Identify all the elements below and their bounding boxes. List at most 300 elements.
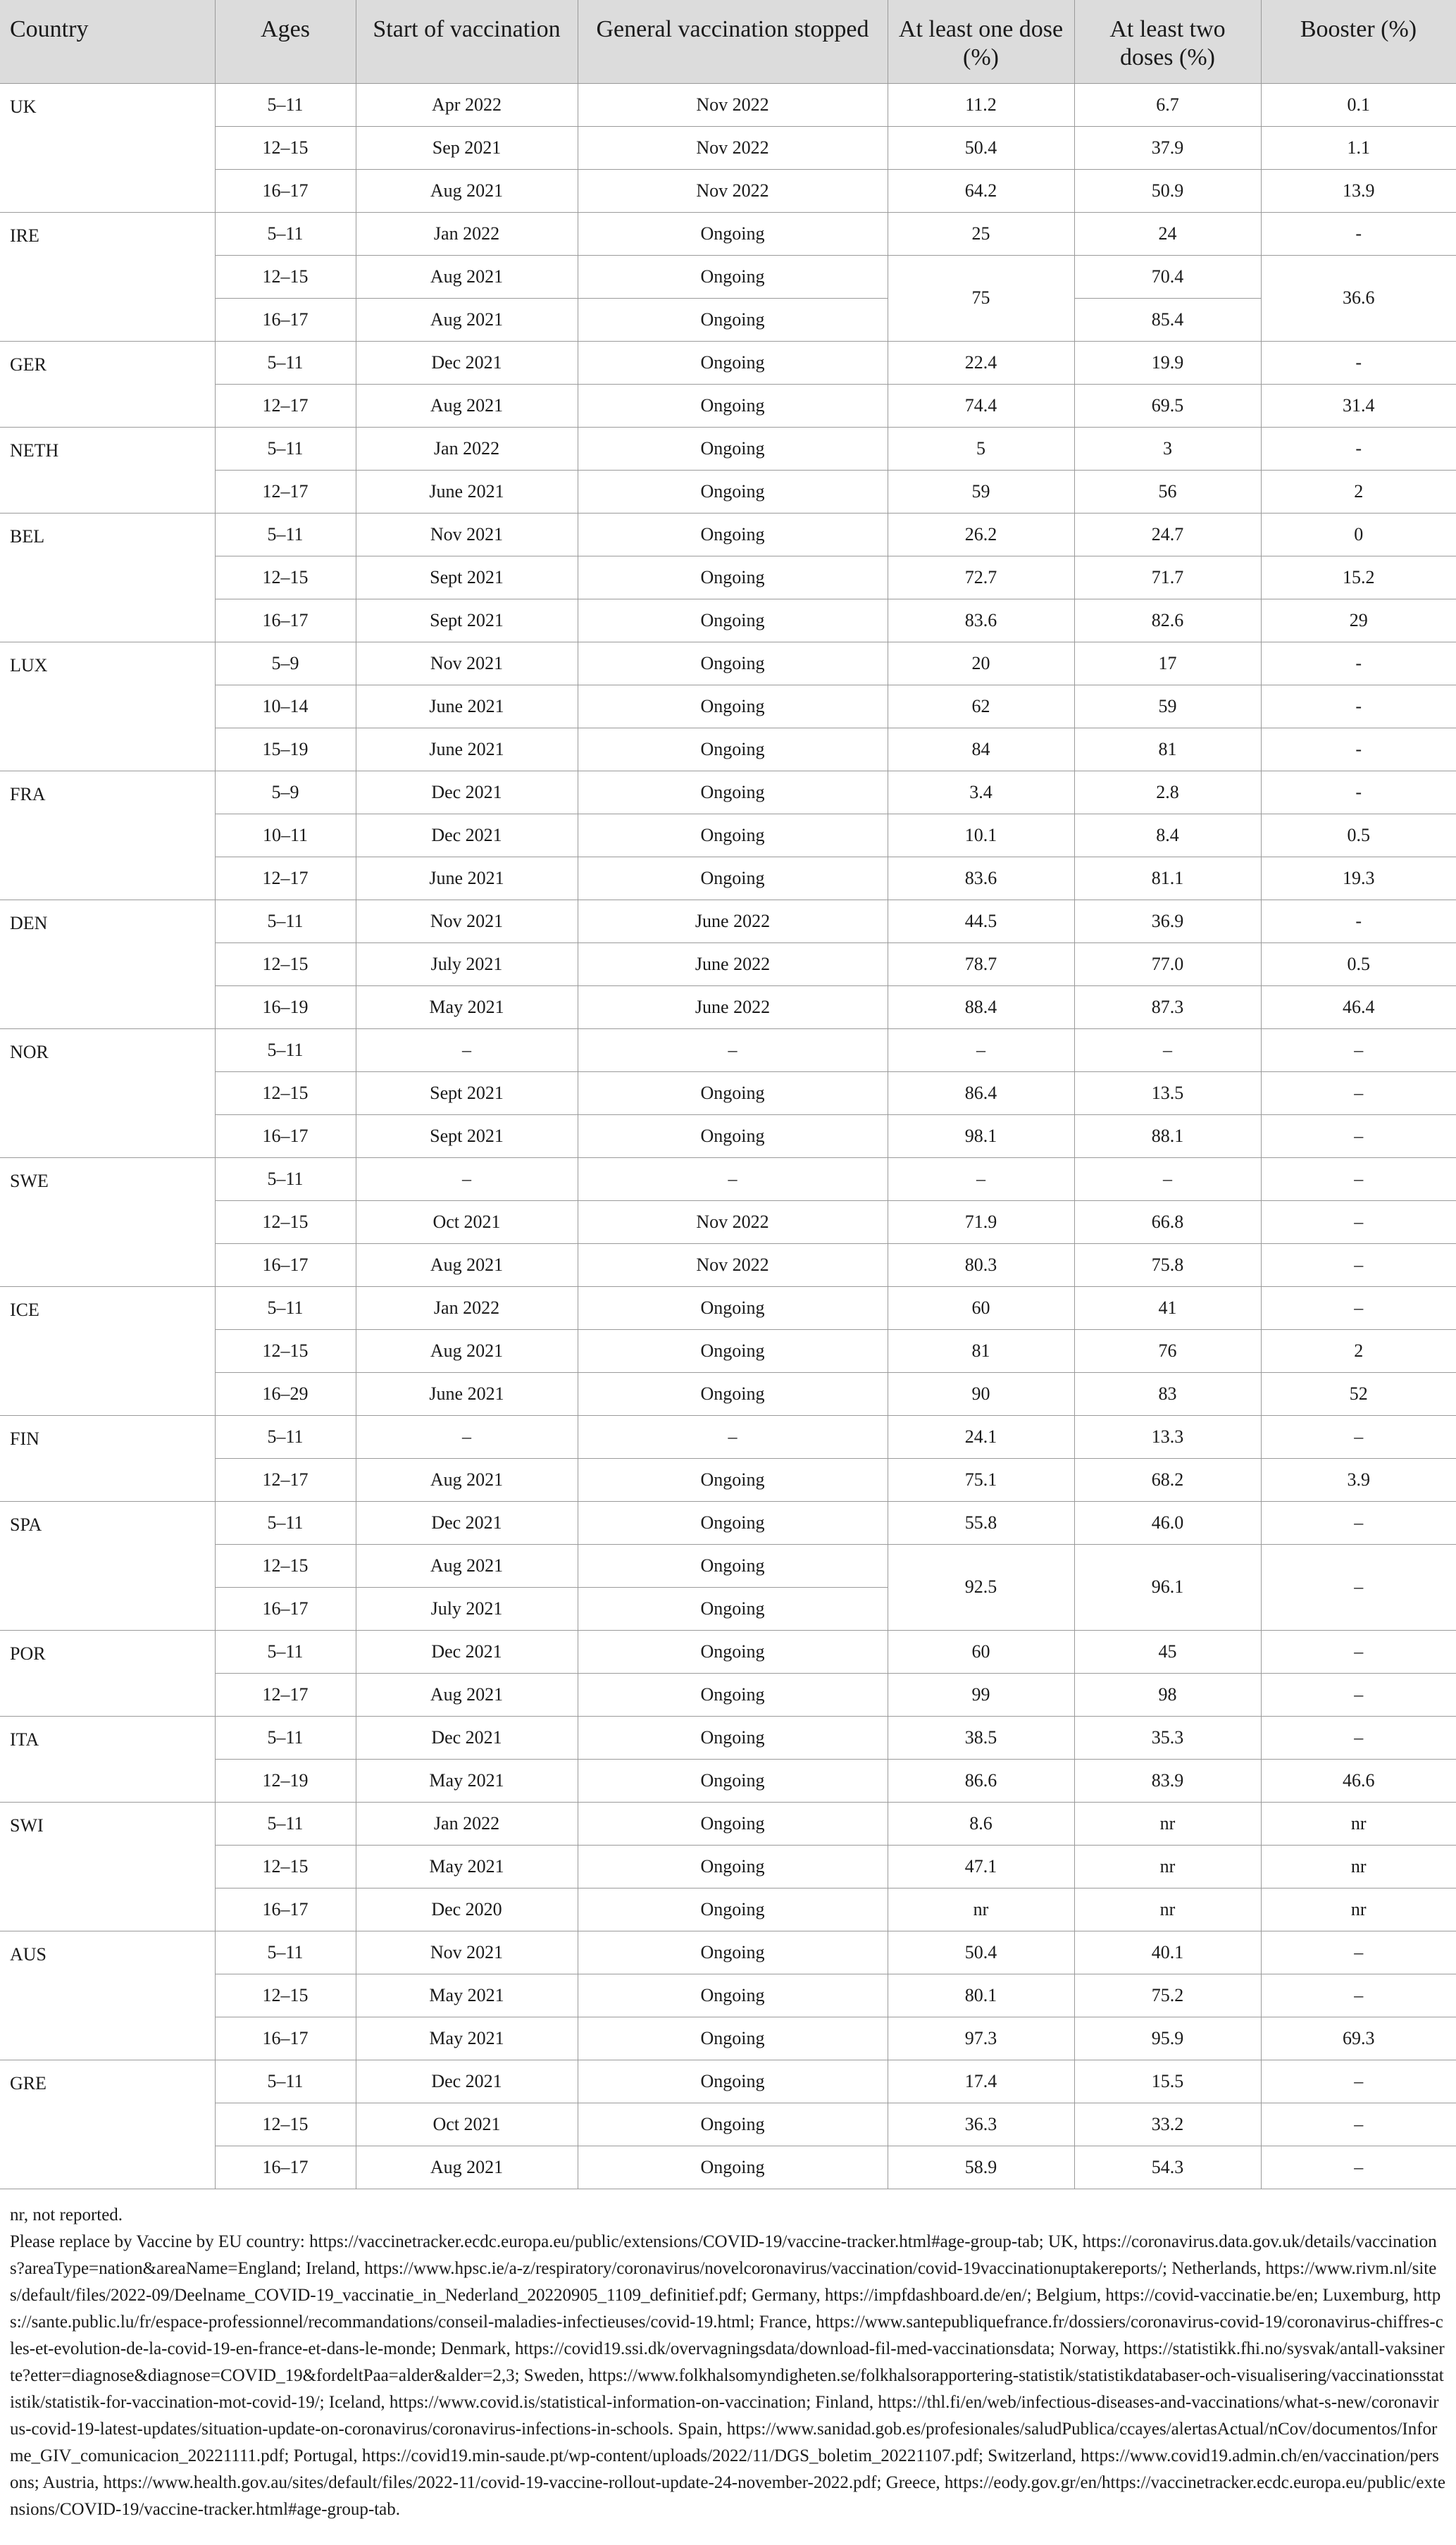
table-row — [0, 1286, 1456, 1329]
one-dose-cell: 20 — [888, 642, 1074, 685]
start-cell: Aug 2021 — [356, 1458, 578, 1501]
ages-cell: 10–14 — [215, 685, 356, 728]
ages-cell: 5–11 — [215, 1157, 356, 1200]
ages-cell: 16–19 — [215, 985, 356, 1028]
start-cell: May 2021 — [356, 985, 578, 1028]
one-dose-cell: 84 — [888, 728, 1074, 771]
table-row — [0, 1716, 1456, 1759]
ages-cell: 5–9 — [215, 642, 356, 685]
booster-cell: 0.1 — [1261, 83, 1456, 126]
one-dose-cell: 81 — [888, 1329, 1074, 1372]
one-dose-cell: 47.1 — [888, 1845, 1074, 1888]
booster-cell: 29 — [1261, 599, 1456, 642]
stopped-cell: Nov 2022 — [578, 126, 888, 169]
start-cell: June 2021 — [356, 857, 578, 900]
ages-cell: 16–29 — [215, 1372, 356, 1415]
two-doses-cell: 24 — [1074, 212, 1261, 255]
start-cell: June 2021 — [356, 685, 578, 728]
booster-cell: 0.5 — [1261, 942, 1456, 985]
start-cell: Jan 2022 — [356, 1286, 578, 1329]
booster-cell: 15.2 — [1261, 556, 1456, 599]
ages-cell: 12–15 — [215, 126, 356, 169]
start-cell: Nov 2021 — [356, 642, 578, 685]
ages-cell: 5–11 — [215, 1931, 356, 1974]
two-doses-cell: 35.3 — [1074, 1716, 1261, 1759]
stopped-cell: Ongoing — [578, 1888, 888, 1931]
ages-cell: 5–11 — [215, 1630, 356, 1673]
one-dose-cell: 80.1 — [888, 1974, 1074, 2017]
start-cell: – — [356, 1415, 578, 1458]
table-row — [0, 771, 1456, 814]
start-cell: Aug 2021 — [356, 384, 578, 427]
two-doses-cell: 6.7 — [1074, 83, 1261, 126]
ages-cell: 12–15 — [215, 255, 356, 298]
two-doses-cell: 70.4 — [1074, 255, 1261, 298]
one-dose-cell: 62 — [888, 685, 1074, 728]
start-cell: Sept 2021 — [356, 1071, 578, 1114]
two-doses-cell: 46.0 — [1074, 1501, 1261, 1544]
booster-cell: – — [1261, 2146, 1456, 2189]
one-dose-cell: 8.6 — [888, 1802, 1074, 1845]
country-cell: FIN — [0, 1415, 215, 1501]
one-dose-cell: 36.3 — [888, 2103, 1074, 2146]
two-doses-cell: 19.9 — [1074, 341, 1261, 384]
one-dose-cell: 59 — [888, 470, 1074, 513]
stopped-cell: June 2022 — [578, 900, 888, 942]
one-dose-cell: 90 — [888, 1372, 1074, 1415]
footnote-sources: Please replace by Vaccine by EU country: https://vaccinetracker.ecdc.europa.eu/public/extensions/COVID-19/vaccine-tracker.html#age-group-tab; UK, https://coronavirus.data.gov.uk/details/vaccinations?areaType=nation&areaName=England; Ireland, https://www.hpsc.ie/a-z/respiratory/coronavirus/novelcoronavirus/vaccination/covid-19vaccinationuptakereports/; Netherlands, https://www.rivm.nl/sites/default/files/2022-09/Deelname_COVID-19_vaccinatie_in_Nederland_20220905_1109_definitief.pdf; Germany, https://impfdashboard.de/en/; Belgium, https://covid-vaccinatie.be/en; Luxemburg, https://sante.public.lu/fr/espace-professionnel/recommandations/conseil-maladies-infectieuses/covid-19.html; France, https://www.santepubliquefrance.fr/dossiers/coronavirus-covid-19/coronavirus-chiffres-cles-et-evolution-de-la-covid-19-en-france-et-dans-le-monde; Denmark, https://covid19.ssi.dk/overvagningsdata/download-fil-med-vaccinationsdata; Norway, https://statistikk.fhi.no/sysvak/antall-vaksinerte?etter=diagnose&diagnose=COVID_19&fordeltPaa=alder&alder=2,3; Sweden, https://www.folkhalsomyndigheten.se/folkhalsorapportering-statistik/statistikdatabaser-och-visualisering/vaccinationsstatistik/statistik-for-vaccination-mot-covid-19/; Iceland, https://www.covid.is/statistical-information-on-vaccination; Finland, https://thl.fi/en/web/infectious-diseases-and-vaccinations/what-s-new/coronavirus-covid-19-latest-updates/situation-update-on-coronavirus/coronavirus-infections-in-schools. Spain, https://www.sanidad.gob.es/profesionales/saludPublica/ccayes/alertasActual/nCov/documentos/Informe_GIV_comunicacion_20221111.pdf; Portugal, https://covid19.min-saude.pt/wp-content/uploads/2022/11/DGS_boletim_20221107.pdf; Switzerland, https://www.covid19.admin.ch/en/vaccination/persons; Austria, https://www.health.gov.au/sites/default/files/2022-11/covid-19-vaccine-rollout-update-24-november-2022.pdf; Greece, https://eody.gov.gr/en/https://vaccinetracker.ecdc.europa.eu/public/extensions/COVID-19/vaccine-tracker.html#age-group-tab. — [10, 2232, 1446, 2519]
booster-cell: 69.3 — [1261, 2017, 1456, 2060]
booster-cell: 2 — [1261, 1329, 1456, 1372]
table-row — [0, 298, 1456, 341]
start-cell: Sept 2021 — [356, 599, 578, 642]
country-cell: SWI — [0, 1802, 215, 1931]
two-doses-cell: 13.3 — [1074, 1415, 1261, 1458]
stopped-cell: Ongoing — [578, 1759, 888, 1802]
country-cell: LUX — [0, 642, 215, 771]
two-doses-cell: 45 — [1074, 1630, 1261, 1673]
booster-cell: - — [1261, 728, 1456, 771]
booster-cell: 0.5 — [1261, 814, 1456, 857]
one-dose-cell: 55.8 — [888, 1501, 1074, 1544]
one-dose-cell: – — [888, 1157, 1074, 1200]
one-dose-cell: 78.7 — [888, 942, 1074, 985]
one-dose-cell: 83.6 — [888, 599, 1074, 642]
start-cell: – — [356, 1028, 578, 1071]
two-doses-cell: 85.4 — [1074, 298, 1261, 341]
stopped-cell: June 2022 — [578, 985, 888, 1028]
table-row — [0, 2103, 1456, 2146]
two-doses-cell: 56 — [1074, 470, 1261, 513]
two-doses-cell: 83.9 — [1074, 1759, 1261, 1802]
one-dose-cell: 71.9 — [888, 1200, 1074, 1243]
booster-cell: – — [1261, 1630, 1456, 1673]
stopped-cell: Nov 2022 — [578, 169, 888, 212]
start-cell: Sept 2021 — [356, 556, 578, 599]
two-doses-cell: 81.1 — [1074, 857, 1261, 900]
two-doses-cell: 71.7 — [1074, 556, 1261, 599]
table-row — [0, 83, 1456, 126]
country-cell: ICE — [0, 1286, 215, 1415]
ages-cell: 5–11 — [215, 1716, 356, 1759]
ages-cell: 5–11 — [215, 212, 356, 255]
one-dose-cell: 98.1 — [888, 1114, 1074, 1157]
two-doses-cell: 82.6 — [1074, 599, 1261, 642]
two-doses-cell: 50.9 — [1074, 169, 1261, 212]
booster-cell: – — [1261, 1286, 1456, 1329]
start-cell: Aug 2021 — [356, 1243, 578, 1286]
ages-cell: 5–11 — [215, 1286, 356, 1329]
two-doses-cell: 2.8 — [1074, 771, 1261, 814]
booster-cell: – — [1261, 1157, 1456, 1200]
booster-cell: – — [1261, 1716, 1456, 1759]
ages-cell: 12–15 — [215, 556, 356, 599]
table-row — [0, 814, 1456, 857]
start-cell: May 2021 — [356, 2017, 578, 2060]
country-cell: GRE — [0, 2060, 215, 2189]
table-body — [0, 83, 1456, 2189]
table-row — [0, 900, 1456, 942]
footnote-nr: nr, not reported. — [10, 2205, 123, 2224]
one-dose-cell: 83.6 — [888, 857, 1074, 900]
table-row — [0, 1501, 1456, 1544]
two-doses-cell: 66.8 — [1074, 1200, 1261, 1243]
booster-cell: nr — [1261, 1802, 1456, 1845]
country-cell: IRE — [0, 212, 215, 341]
two-doses-cell: – — [1074, 1028, 1261, 1071]
stopped-cell: Ongoing — [578, 2103, 888, 2146]
stopped-cell: Ongoing — [578, 513, 888, 556]
country-cell: POR — [0, 1630, 215, 1716]
country-cell: DEN — [0, 900, 215, 1028]
country-cell: SWE — [0, 1157, 215, 1286]
table-row — [0, 857, 1456, 900]
table-row — [0, 685, 1456, 728]
ages-cell: 5–11 — [215, 427, 356, 470]
two-doses-cell: nr — [1074, 1802, 1261, 1845]
two-doses-cell: 75.2 — [1074, 1974, 1261, 2017]
booster-cell: – — [1261, 1243, 1456, 1286]
stopped-cell: Ongoing — [578, 599, 888, 642]
ages-cell: 5–11 — [215, 1802, 356, 1845]
ages-cell: 16–17 — [215, 2017, 356, 2060]
one-dose-cell: 92.5 — [888, 1544, 1074, 1630]
ages-cell: 16–17 — [215, 1243, 356, 1286]
ages-cell: 16–17 — [215, 298, 356, 341]
booster-cell: 13.9 — [1261, 169, 1456, 212]
country-cell: SPA — [0, 1501, 215, 1630]
one-dose-cell: 60 — [888, 1286, 1074, 1329]
booster-cell: – — [1261, 1415, 1456, 1458]
ages-cell: 16–17 — [215, 1888, 356, 1931]
two-doses-cell: 24.7 — [1074, 513, 1261, 556]
two-doses-cell: 41 — [1074, 1286, 1261, 1329]
one-dose-cell: 99 — [888, 1673, 1074, 1716]
stopped-cell: Nov 2022 — [578, 83, 888, 126]
booster-cell: – — [1261, 1673, 1456, 1716]
ages-cell: 12–15 — [215, 2103, 356, 2146]
one-dose-cell: 75 — [888, 255, 1074, 341]
booster-cell: 52 — [1261, 1372, 1456, 1415]
stopped-cell: Ongoing — [578, 384, 888, 427]
ages-cell: 12–15 — [215, 1544, 356, 1587]
stopped-cell: Ongoing — [578, 427, 888, 470]
booster-cell: 2 — [1261, 470, 1456, 513]
table-row — [0, 1802, 1456, 1845]
one-dose-cell: 38.5 — [888, 1716, 1074, 1759]
start-cell: Dec 2020 — [356, 1888, 578, 1931]
booster-cell: 46.6 — [1261, 1759, 1456, 1802]
two-doses-cell: 13.5 — [1074, 1071, 1261, 1114]
ages-cell: 16–17 — [215, 1587, 356, 1630]
stopped-cell: Ongoing — [578, 771, 888, 814]
start-cell: Nov 2021 — [356, 1931, 578, 1974]
ages-cell: 10–11 — [215, 814, 356, 857]
stopped-cell: Ongoing — [578, 1845, 888, 1888]
start-cell: Jan 2022 — [356, 427, 578, 470]
one-dose-cell: 86.4 — [888, 1071, 1074, 1114]
table-row — [0, 1931, 1456, 1974]
table-row — [0, 1974, 1456, 2017]
table-row — [0, 1888, 1456, 1931]
stopped-cell: Ongoing — [578, 470, 888, 513]
start-cell: Dec 2021 — [356, 341, 578, 384]
stopped-cell: – — [578, 1157, 888, 1200]
ages-cell: 5–11 — [215, 900, 356, 942]
ages-cell: 15–19 — [215, 728, 356, 771]
header-stopped: General vaccination stopped — [578, 0, 888, 83]
one-dose-cell: 50.4 — [888, 1931, 1074, 1974]
two-doses-cell: 40.1 — [1074, 1931, 1261, 1974]
header-row — [0, 0, 1456, 83]
booster-cell: – — [1261, 1544, 1456, 1630]
booster-cell: – — [1261, 1071, 1456, 1114]
two-doses-cell: 8.4 — [1074, 814, 1261, 857]
stopped-cell: Ongoing — [578, 1501, 888, 1544]
table-row — [0, 126, 1456, 169]
one-dose-cell: 44.5 — [888, 900, 1074, 942]
stopped-cell: Ongoing — [578, 1673, 888, 1716]
booster-cell: 1.1 — [1261, 126, 1456, 169]
booster-cell: - — [1261, 685, 1456, 728]
table-row — [0, 1415, 1456, 1458]
two-doses-cell: nr — [1074, 1845, 1261, 1888]
start-cell: June 2021 — [356, 728, 578, 771]
two-doses-cell: 17 — [1074, 642, 1261, 685]
table-row — [0, 212, 1456, 255]
ages-cell: 16–17 — [215, 169, 356, 212]
country-cell: FRA — [0, 771, 215, 900]
table-row — [0, 1759, 1456, 1802]
table-row — [0, 1329, 1456, 1372]
start-cell: Aug 2021 — [356, 169, 578, 212]
stopped-cell: Ongoing — [578, 298, 888, 341]
booster-cell: 46.4 — [1261, 985, 1456, 1028]
ages-cell: 12–15 — [215, 1200, 356, 1243]
booster-cell: – — [1261, 2103, 1456, 2146]
stopped-cell: Ongoing — [578, 1587, 888, 1630]
table-row — [0, 1458, 1456, 1501]
country-cell: UK — [0, 83, 215, 212]
stopped-cell: Nov 2022 — [578, 1200, 888, 1243]
stopped-cell: Ongoing — [578, 1544, 888, 1587]
table-footnotes — [0, 2189, 1456, 2523]
table-row — [0, 2146, 1456, 2189]
ages-cell: 12–19 — [215, 1759, 356, 1802]
one-dose-cell: 64.2 — [888, 169, 1074, 212]
two-doses-cell: 15.5 — [1074, 2060, 1261, 2103]
two-doses-cell: – — [1074, 1157, 1261, 1200]
stopped-cell: Ongoing — [578, 1114, 888, 1157]
booster-cell: 3.9 — [1261, 1458, 1456, 1501]
ages-cell: 5–9 — [215, 771, 356, 814]
booster-cell: 31.4 — [1261, 384, 1456, 427]
start-cell: Nov 2021 — [356, 900, 578, 942]
stopped-cell: Ongoing — [578, 1974, 888, 2017]
two-doses-cell: 37.9 — [1074, 126, 1261, 169]
header-one-dose: At least one dose (%) — [888, 0, 1074, 83]
stopped-cell: Ongoing — [578, 556, 888, 599]
start-cell: Sept 2021 — [356, 1114, 578, 1157]
stopped-cell: Ongoing — [578, 814, 888, 857]
ages-cell: 16–17 — [215, 1114, 356, 1157]
table-row — [0, 556, 1456, 599]
ages-cell: 5–11 — [215, 1501, 356, 1544]
stopped-cell: Ongoing — [578, 1630, 888, 1673]
start-cell: Dec 2021 — [356, 814, 578, 857]
stopped-cell: Ongoing — [578, 728, 888, 771]
start-cell: Dec 2021 — [356, 2060, 578, 2103]
two-doses-cell: 68.2 — [1074, 1458, 1261, 1501]
ages-cell: 16–17 — [215, 599, 356, 642]
ages-cell: 5–11 — [215, 1028, 356, 1071]
one-dose-cell: 11.2 — [888, 83, 1074, 126]
booster-cell: - — [1261, 427, 1456, 470]
country-cell: NETH — [0, 427, 215, 513]
country-cell: ITA — [0, 1716, 215, 1802]
booster-cell: – — [1261, 1200, 1456, 1243]
table-row — [0, 1372, 1456, 1415]
table-row — [0, 1157, 1456, 1200]
table-row — [0, 942, 1456, 985]
table-row — [0, 985, 1456, 1028]
one-dose-cell: 80.3 — [888, 1243, 1074, 1286]
table-row — [0, 728, 1456, 771]
one-dose-cell: 97.3 — [888, 2017, 1074, 2060]
start-cell: Nov 2021 — [356, 513, 578, 556]
ages-cell: 16–17 — [215, 2146, 356, 2189]
table-row — [0, 1673, 1456, 1716]
stopped-cell: Ongoing — [578, 857, 888, 900]
table-row — [0, 1028, 1456, 1071]
booster-cell: – — [1261, 1501, 1456, 1544]
one-dose-cell: 75.1 — [888, 1458, 1074, 1501]
booster-cell: - — [1261, 900, 1456, 942]
booster-cell: 0 — [1261, 513, 1456, 556]
two-doses-cell: 36.9 — [1074, 900, 1261, 942]
one-dose-cell: 25 — [888, 212, 1074, 255]
table-row — [0, 169, 1456, 212]
stopped-cell: June 2022 — [578, 942, 888, 985]
one-dose-cell: 17.4 — [888, 2060, 1074, 2103]
booster-cell: – — [1261, 1114, 1456, 1157]
two-doses-cell: 59 — [1074, 685, 1261, 728]
table-row — [0, 2017, 1456, 2060]
start-cell: Jan 2022 — [356, 212, 578, 255]
header-country: Country — [0, 0, 215, 83]
table-row — [0, 1114, 1456, 1157]
one-dose-cell: 60 — [888, 1630, 1074, 1673]
header-start: Start of vaccination — [356, 0, 578, 83]
stopped-cell: Ongoing — [578, 1931, 888, 1974]
two-doses-cell: 87.3 — [1074, 985, 1261, 1028]
one-dose-cell: nr — [888, 1888, 1074, 1931]
ages-cell: 5–11 — [215, 83, 356, 126]
two-doses-cell: 77.0 — [1074, 942, 1261, 985]
start-cell: Dec 2021 — [356, 1716, 578, 1759]
ages-cell: 12–15 — [215, 942, 356, 985]
country-cell: AUS — [0, 1931, 215, 2060]
two-doses-cell: 69.5 — [1074, 384, 1261, 427]
stopped-cell: Ongoing — [578, 1458, 888, 1501]
one-dose-cell: 26.2 — [888, 513, 1074, 556]
booster-cell: – — [1261, 1931, 1456, 1974]
stopped-cell: – — [578, 1028, 888, 1071]
booster-cell: - — [1261, 212, 1456, 255]
country-cell: NOR — [0, 1028, 215, 1157]
start-cell: July 2021 — [356, 942, 578, 985]
stopped-cell: Nov 2022 — [578, 1243, 888, 1286]
ages-cell: 5–11 — [215, 513, 356, 556]
start-cell: Aug 2021 — [356, 1329, 578, 1372]
booster-cell: – — [1261, 1974, 1456, 2017]
two-doses-cell: 83 — [1074, 1372, 1261, 1415]
two-doses-cell: 54.3 — [1074, 2146, 1261, 2189]
ages-cell: 12–15 — [215, 1071, 356, 1114]
ages-cell: 12–15 — [215, 1329, 356, 1372]
start-cell: Aug 2021 — [356, 1673, 578, 1716]
two-doses-cell: 95.9 — [1074, 2017, 1261, 2060]
start-cell: Aug 2021 — [356, 2146, 578, 2189]
stopped-cell: Ongoing — [578, 1802, 888, 1845]
booster-cell: nr — [1261, 1845, 1456, 1888]
start-cell: Oct 2021 — [356, 1200, 578, 1243]
stopped-cell: Ongoing — [578, 2146, 888, 2189]
two-doses-cell: nr — [1074, 1888, 1261, 1931]
one-dose-cell: – — [888, 1028, 1074, 1071]
booster-cell: – — [1261, 1028, 1456, 1071]
ages-cell: 12–17 — [215, 1458, 356, 1501]
one-dose-cell: 22.4 — [888, 341, 1074, 384]
start-cell: Aug 2021 — [356, 1544, 578, 1587]
start-cell: Oct 2021 — [356, 2103, 578, 2146]
start-cell: May 2021 — [356, 1759, 578, 1802]
start-cell: Apr 2022 — [356, 83, 578, 126]
table-row — [0, 599, 1456, 642]
stopped-cell: – — [578, 1415, 888, 1458]
header-booster: Booster (%) — [1261, 0, 1456, 83]
ages-cell: 5–11 — [215, 341, 356, 384]
table-row — [0, 1544, 1456, 1587]
booster-cell: 36.6 — [1261, 255, 1456, 341]
table-row — [0, 2060, 1456, 2103]
table-row — [0, 341, 1456, 384]
country-cell: GER — [0, 341, 215, 427]
ages-cell: 12–15 — [215, 1845, 356, 1888]
stopped-cell: Ongoing — [578, 255, 888, 298]
header-two-doses: At least two doses (%) — [1074, 0, 1261, 83]
two-doses-cell: 33.2 — [1074, 2103, 1261, 2146]
